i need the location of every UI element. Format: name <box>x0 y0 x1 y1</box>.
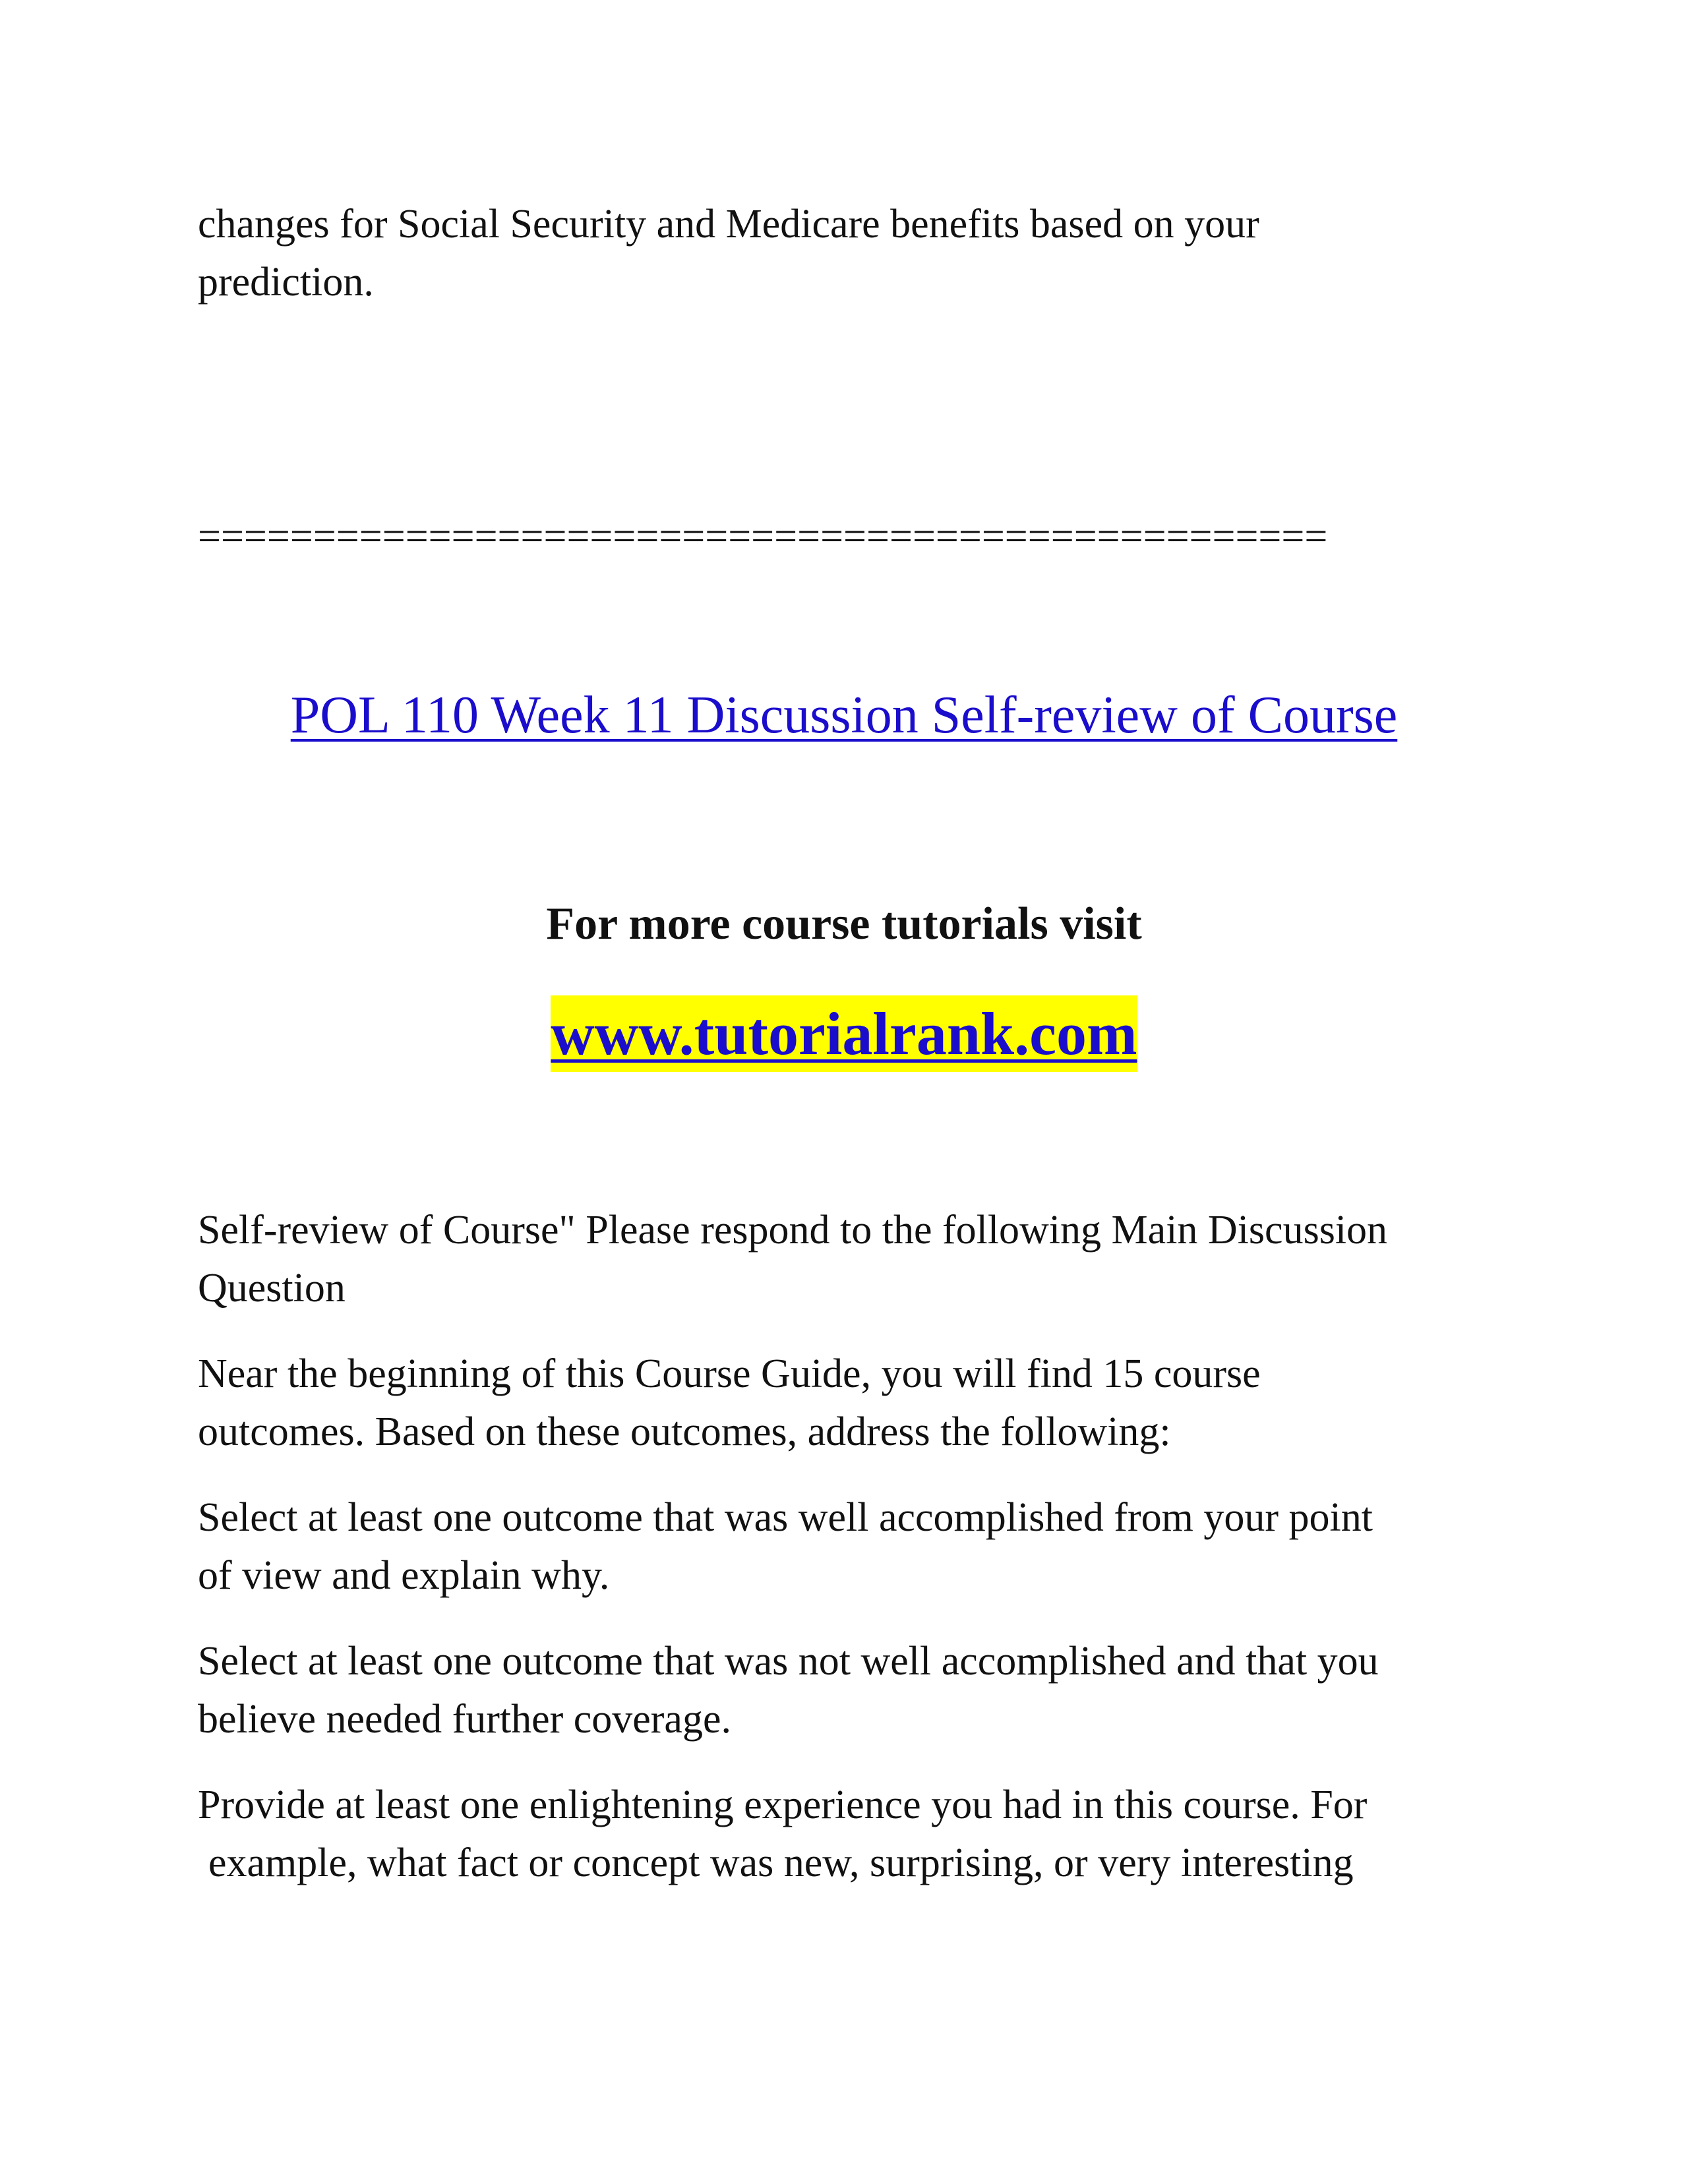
separator-line: ================================================= <box>198 514 1328 559</box>
paragraph-line: Select at least one outcome that was not well accomplished and that you <box>198 1639 1379 1684</box>
visit-label: For more course tutorials visit <box>546 899 1142 949</box>
discussion-question-paragraph <box>198 1201 1517 1317</box>
paragraph-line: Near the beginning of this Course Guide, you will find 15 course <box>198 1351 1261 1396</box>
course-title-link[interactable]: POL 110 Week 11 Discussion Self-review of Course <box>290 686 1398 744</box>
website-link[interactable]: www.tutorialrank.com <box>551 995 1137 1072</box>
intro-line-1: changes for Social Security and Medicare benefits based on your <box>198 202 1259 247</box>
intro-paragraph <box>198 195 1517 311</box>
not-well-accomplished-paragraph <box>198 1632 1517 1748</box>
paragraph-line: Provide at least one enlightening experience you had in this course. For <box>198 1783 1368 1827</box>
paragraph-line: Self-review of Course" Please respond to the following Main Discussion <box>198 1208 1388 1253</box>
well-accomplished-paragraph <box>198 1489 1517 1605</box>
paragraph-line: Question <box>198 1266 346 1311</box>
paragraph-line: believe needed further coverage. <box>198 1697 731 1742</box>
enlightening-experience-paragraph <box>198 1776 1517 1892</box>
course-outcomes-paragraph <box>198 1345 1517 1461</box>
paragraph-line: Select at least one outcome that was well accomplished from your point <box>198 1495 1373 1540</box>
intro-line-2: prediction. <box>198 260 374 305</box>
paragraph-line: example, what fact or concept was new, surprising, or very interesting <box>208 1841 1354 1885</box>
website-container <box>0 995 1688 1072</box>
paragraph-line: outcomes. Based on these outcomes, address the following: <box>198 1409 1171 1454</box>
paragraph-line: of view and explain why. <box>198 1553 610 1598</box>
